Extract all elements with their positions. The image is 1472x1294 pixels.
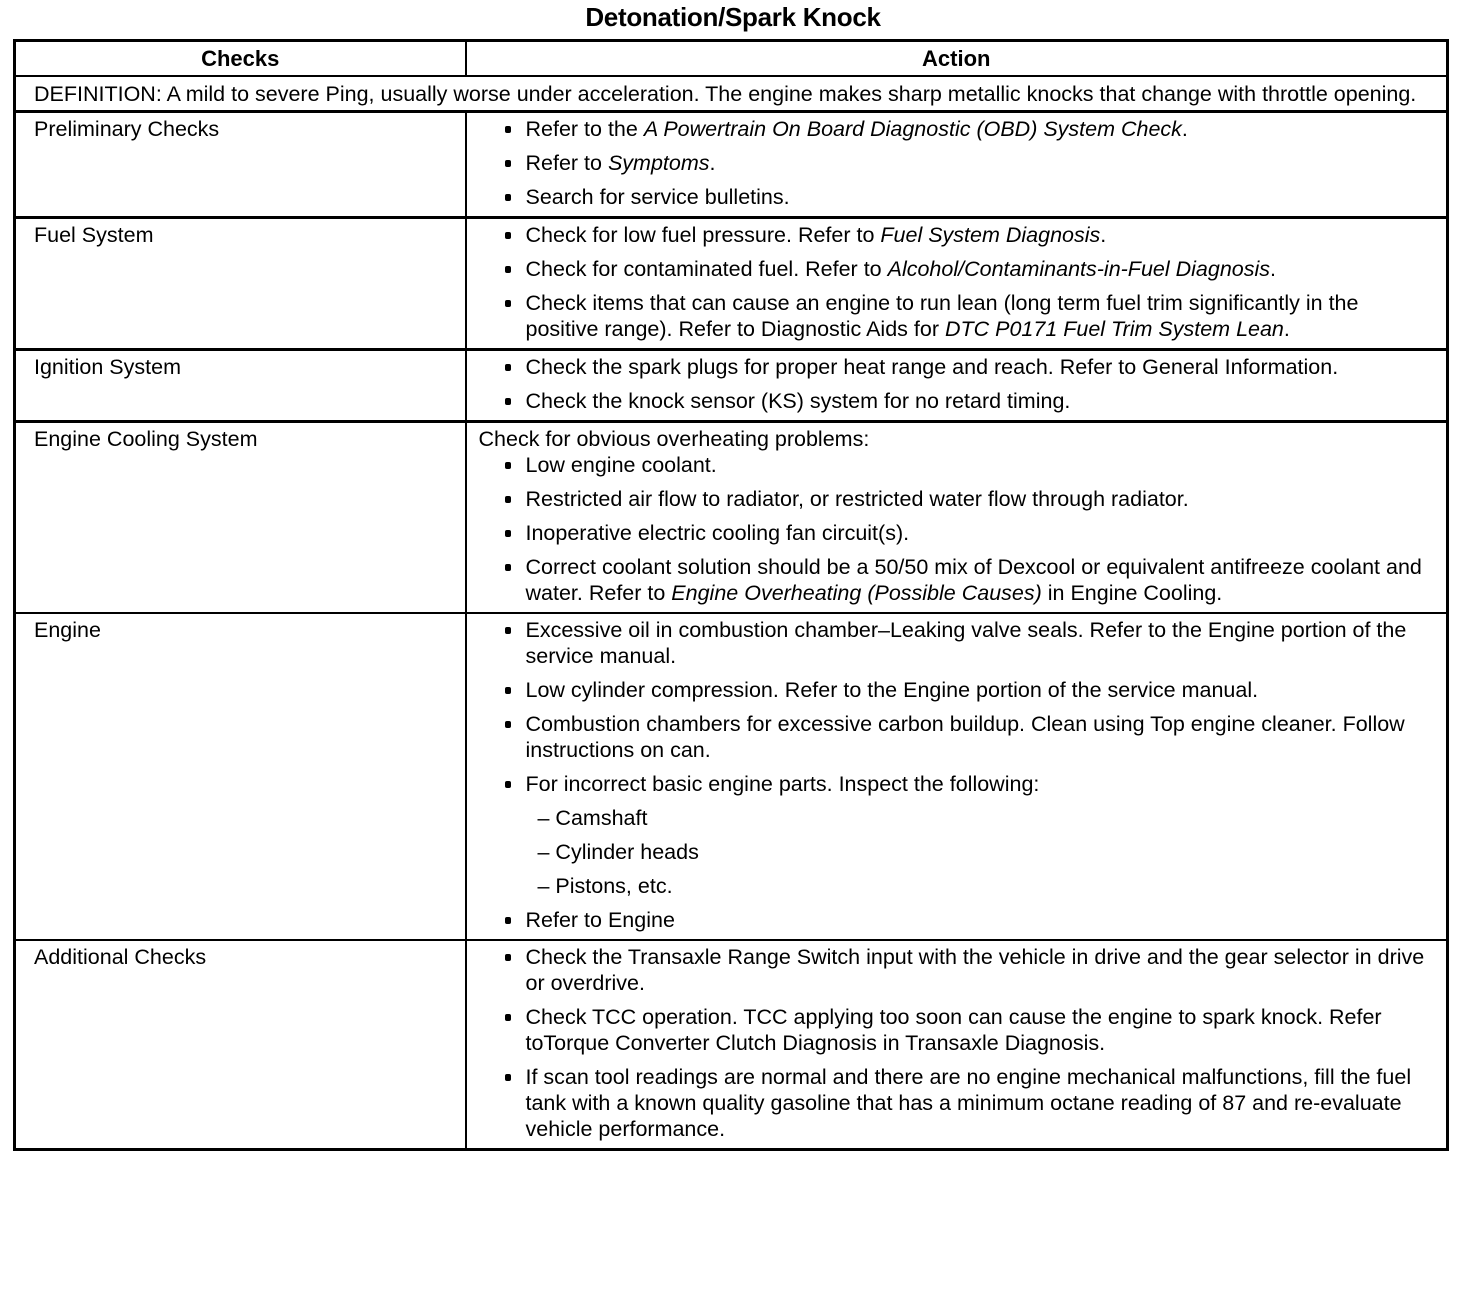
list-item-text: Check the Transaxle Range Switch input with the vehicle in drive and the gear selector in drive or overdrive. <box>525 945 1425 995</box>
reference-title: A Powertrain On Board Diagnostic (OBD) System Check <box>643 117 1182 141</box>
bullet-icon <box>505 364 511 371</box>
list-item <box>479 184 1427 210</box>
list-item <box>479 554 1427 606</box>
check-category: Additional Checks <box>15 940 466 1150</box>
table-row <box>15 613 1448 940</box>
table-row <box>15 218 1448 350</box>
list-item <box>479 452 1427 478</box>
list-item-text: Check for low fuel pressure. Refer to <box>525 223 881 247</box>
bullet-icon <box>505 398 511 405</box>
bullet-icon <box>505 496 511 503</box>
bullet-icon <box>505 721 511 728</box>
action-list <box>479 944 1427 1142</box>
check-category: Fuel System <box>15 218 466 350</box>
list-item <box>479 388 1427 414</box>
list-item-text: Check TCC operation. TCC applying too soon can cause the engine to spark knock. Refer toTorque Converter Clutch Diagnosis in Transaxle Diagnosis. <box>525 1005 1382 1055</box>
list-item-text: Excessive oil in combustion chamber–Leaking valve seals. Refer to the Engine portion of the service manual. <box>525 618 1407 668</box>
list-item-text: Refer to Engine <box>525 908 675 932</box>
sub-list-item: – Cylinder heads <box>537 840 699 864</box>
sub-list-item: – Pistons, etc. <box>537 874 673 898</box>
list-item-text: . <box>1283 317 1290 341</box>
action-list <box>479 617 1427 933</box>
list-item <box>479 486 1427 512</box>
list-item-text: Check the spark plugs for proper heat range and reach. Refer to General Information. <box>525 355 1339 379</box>
action-cell <box>466 422 1448 614</box>
list-item-text: Check for contaminated fuel. Refer to <box>525 257 888 281</box>
list-item-text: Refer to the <box>525 117 644 141</box>
list-item <box>479 944 1427 996</box>
bullet-icon <box>505 627 511 634</box>
check-category: Ignition System <box>15 350 466 422</box>
table-row <box>15 112 1448 218</box>
list-item-text: . <box>1100 223 1107 247</box>
action-cell <box>466 350 1448 422</box>
reference-title: Fuel System Diagnosis <box>880 223 1101 247</box>
table-row <box>15 350 1448 422</box>
action-list <box>479 222 1427 342</box>
list-item <box>479 907 1427 933</box>
list-item-text: Refer to <box>525 151 608 175</box>
list-item-text: in Engine Cooling. <box>1041 581 1223 605</box>
list-item <box>479 711 1427 763</box>
list-item <box>479 1064 1427 1142</box>
list-item <box>479 256 1427 282</box>
list-item <box>479 771 1427 899</box>
list-item-text: Combustion chambers for excessive carbon buildup. Clean using Top engine cleaner. Follow instructions on can. <box>525 712 1405 762</box>
bullet-icon <box>505 1014 511 1021</box>
list-item-text: Check the knock sensor (KS) system for no retard timing. <box>525 389 1071 413</box>
action-cell <box>466 218 1448 350</box>
list-item <box>479 290 1427 342</box>
action-list <box>479 452 1427 606</box>
action-cell <box>466 613 1448 940</box>
bullet-icon <box>505 954 511 961</box>
sub-list-item: – Camshaft <box>537 806 648 830</box>
list-item-text: Correct coolant solution should be a 50/50 mix of Dexcool or equivalent antifreeze coolant and water. Refer to <box>525 555 1422 605</box>
diagnosis-table <box>13 39 1449 1151</box>
action-list <box>479 354 1427 414</box>
check-category: Engine <box>15 613 466 940</box>
action-cell <box>466 940 1448 1150</box>
action-intro: Check for obvious overheating problems: <box>478 427 870 451</box>
column-header-action: Action <box>466 41 1448 77</box>
reference-title: Symptoms <box>607 151 710 175</box>
column-header-checks: Checks <box>15 41 466 77</box>
definition-text: DEFINITION: A mild to severe Ping, usually worse under acceleration. The engine makes sharp metallic knocks that change with throttle opening. <box>15 76 1448 112</box>
bullet-icon <box>505 687 511 694</box>
bullet-icon <box>505 1074 511 1081</box>
list-item-text: Search for service bulletins. <box>525 185 790 209</box>
action-list <box>479 116 1427 210</box>
list-item <box>479 1004 1427 1056</box>
list-item <box>479 520 1427 546</box>
check-category: Engine Cooling System <box>15 422 466 614</box>
check-category: Preliminary Checks <box>15 112 466 218</box>
list-item <box>479 150 1427 176</box>
list-item <box>479 116 1427 142</box>
reference-title: DTC P0171 Fuel Trim System Lean <box>944 317 1284 341</box>
bullet-icon <box>505 530 511 537</box>
bullet-icon <box>505 160 511 167</box>
table-row <box>15 940 1448 1150</box>
list-item-text: . <box>709 151 716 175</box>
bullet-icon <box>505 462 511 469</box>
reference-title: Engine Overheating (Possible Causes) <box>671 581 1042 605</box>
bullet-icon <box>505 266 511 273</box>
list-item <box>479 354 1427 380</box>
list-item-text: If scan tool readings are normal and there are no engine mechanical malfunctions, fill the fuel tank with a known quality gasoline that has a minimum octane reading of 87 and re-evaluate vehicle performance. <box>525 1065 1412 1141</box>
list-item-text: Low engine coolant. <box>525 453 717 477</box>
list-item <box>479 222 1427 248</box>
bullet-icon <box>505 126 511 133</box>
list-item <box>479 617 1427 669</box>
bullet-icon <box>505 194 511 201</box>
table-header-row <box>15 41 1448 77</box>
list-item <box>479 677 1427 703</box>
bullet-icon <box>505 564 511 571</box>
page-title: Detonation/Spark Knock <box>585 2 881 32</box>
sub-list <box>526 805 1427 899</box>
definition-row <box>15 76 1448 112</box>
list-item-text: Check items that can cause an engine to run lean (long term fuel trim significantly in the positive range). Refer to Diagnostic Aids for <box>525 291 1359 341</box>
list-item-text: . <box>1270 257 1276 281</box>
bullet-icon <box>505 781 511 788</box>
list-item-text: . <box>1181 117 1188 141</box>
action-cell <box>466 112 1448 218</box>
list-item-text: For incorrect basic engine parts. Inspect the following: <box>525 772 1040 796</box>
list-item-text: Inoperative electric cooling fan circuit(s). <box>525 521 910 545</box>
list-item-text: Restricted air flow to radiator, or restricted water flow through radiator. <box>525 487 1189 511</box>
bullet-icon <box>505 917 511 924</box>
bullet-icon <box>505 232 511 239</box>
reference-title: Alcohol/Contaminants-in-Fuel Diagnosis <box>887 257 1271 281</box>
bullet-icon <box>505 300 511 307</box>
list-item-text: Low cylinder compression. Refer to the Engine portion of the service manual. <box>525 678 1259 702</box>
table-row <box>15 422 1448 614</box>
